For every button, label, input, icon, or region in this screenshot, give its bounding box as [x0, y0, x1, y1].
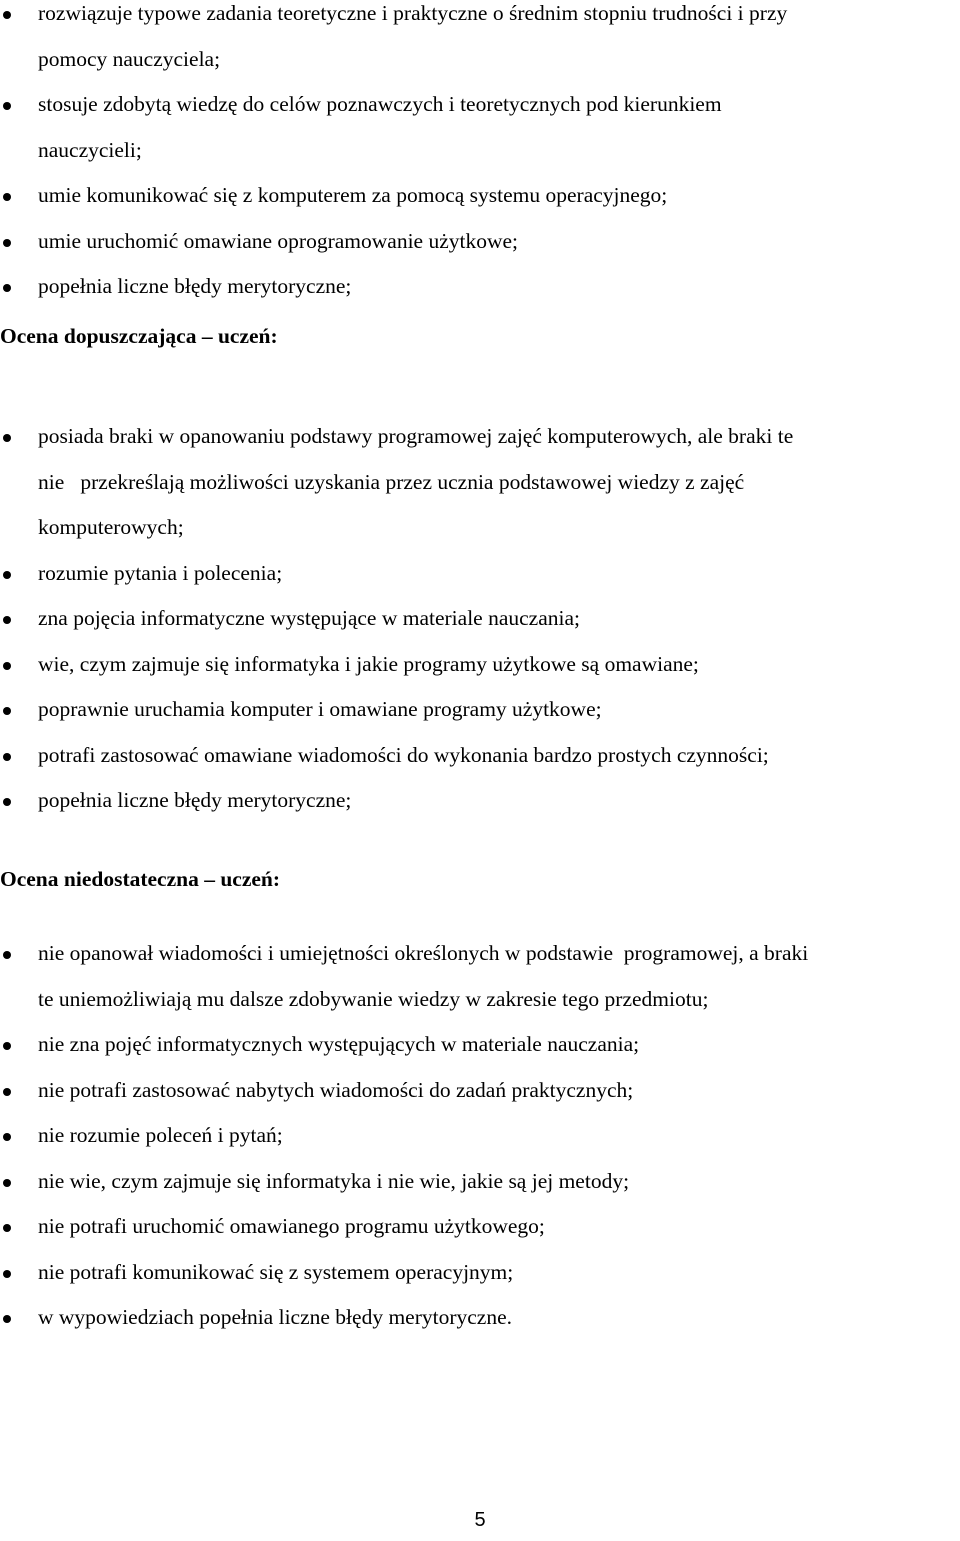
list-item [0, 82, 960, 173]
section-heading-niedostateczna: Ocena niedostateczna – uczeń: [0, 867, 281, 891]
list-item-line: te uniemożliwiają mu dalsze zdobywanie wiedzy w zakresie tego przedmiotu; [38, 986, 709, 1011]
list-item [0, 173, 960, 219]
list-item-line: rozwiązuje typowe zadania teoretyczne i praktyczne o średnim stopniu trudności i przy [38, 1, 788, 25]
criteria-list-top [0, 0, 960, 310]
criteria-list-dopuszczajaca [0, 414, 960, 824]
bullet-icon [3, 11, 11, 19]
list-item-line: nie opanował wiadomości i umiejętności określonych w podstawie programowej, a braki [38, 941, 809, 965]
list-item [0, 219, 960, 265]
bullet-icon [3, 662, 11, 670]
list-item-line: wie, czym zajmuje się informatyka i jakie programy użytkowe są omawiane; [38, 651, 699, 676]
bullet-icon [3, 951, 11, 959]
list-item-line: w wypowiedziach popełnia liczne błędy merytoryczne. [38, 1305, 513, 1329]
list-item-line: rozumie pytania i polecenia; [38, 560, 283, 585]
bullet-icon [3, 102, 11, 110]
bullet-icon [3, 1315, 11, 1323]
list-item [0, 264, 960, 310]
list-item-line: nie rozumie poleceń i pytań; [38, 1123, 283, 1147]
bullet-icon [3, 571, 11, 579]
list-item-line: umie uruchomić omawiane oprogramowanie użytkowe; [38, 228, 519, 253]
list-item [0, 1022, 960, 1068]
bullet-icon [3, 798, 11, 806]
list-item-line: umie komunikować się z komputerem za pomocą systemu operacyjnego; [38, 183, 668, 207]
list-item-line: komputerowych; [38, 515, 184, 539]
list-item-line: nie potrafi zastosować nabytych wiadomości do zadań praktycznych; [38, 1077, 634, 1102]
criteria-list-niedostateczna [0, 931, 960, 1341]
bullet-icon [3, 1088, 11, 1096]
bullet-icon [3, 707, 11, 715]
section-heading-dopuszczajaca: Ocena dopuszczająca – uczeń: [0, 324, 278, 348]
page-number: 5 [474, 1509, 486, 1531]
list-item [0, 931, 960, 1022]
list-item-line: popełnia liczne błędy merytoryczne; [38, 788, 352, 812]
list-item-line: nie przekreślają możliwości uzyskania przez ucznia podstawowej wiedzy z zajęć [38, 469, 745, 494]
bullet-icon [3, 1133, 11, 1141]
list-item-line: poprawnie uruchamia komputer i omawiane programy użytkowe; [38, 697, 602, 721]
bullet-icon [3, 1224, 11, 1232]
bullet-icon [3, 616, 11, 624]
bullet-icon [3, 753, 11, 761]
list-item [0, 551, 960, 597]
list-item [0, 596, 960, 642]
list-item [0, 733, 960, 779]
bullet-icon [3, 434, 11, 442]
list-item [0, 0, 960, 82]
list-item [0, 687, 960, 733]
list-item [0, 1159, 960, 1205]
list-item [0, 778, 960, 824]
list-item-line: nauczycieli; [38, 137, 142, 162]
bullet-icon [3, 284, 11, 292]
list-item-line: posiada braki w opanowaniu podstawy programowej zajęć komputerowych, ale braki te [38, 424, 794, 448]
list-item [0, 1295, 960, 1341]
list-item-line: stosuje zdobytą wiedzę do celów poznawczych i teoretycznych pod kierunkiem [38, 92, 722, 116]
list-item-line: potrafi zastosować omawiane wiadomości do wykonania bardzo prostych czynności; [38, 742, 769, 767]
list-item-line: pomocy nauczyciela; [38, 46, 221, 71]
bullet-icon [3, 1042, 11, 1050]
bullet-icon [3, 239, 11, 247]
list-item-line: popełnia liczne błędy merytoryczne; [38, 274, 352, 298]
list-item-line: nie zna pojęć informatycznych występujących w materiale nauczania; [38, 1032, 640, 1056]
list-item [0, 642, 960, 688]
bullet-icon [3, 1179, 11, 1187]
list-item [0, 1204, 960, 1250]
list-item [0, 1068, 960, 1114]
bullet-icon [3, 193, 11, 201]
list-item [0, 414, 960, 551]
list-item [0, 1113, 960, 1159]
list-item-line: nie potrafi komunikować się z systemem operacyjnym; [38, 1259, 514, 1284]
list-item-line: nie wie, czym zajmuje się informatyka i nie wie, jakie są jej metody; [38, 1168, 630, 1193]
list-item [0, 1250, 960, 1296]
list-item-line: zna pojęcia informatyczne występujące w materiale nauczania; [38, 606, 580, 630]
bullet-icon [3, 1270, 11, 1278]
list-item-line: nie potrafi uruchomić omawianego programu użytkowego; [38, 1214, 545, 1238]
